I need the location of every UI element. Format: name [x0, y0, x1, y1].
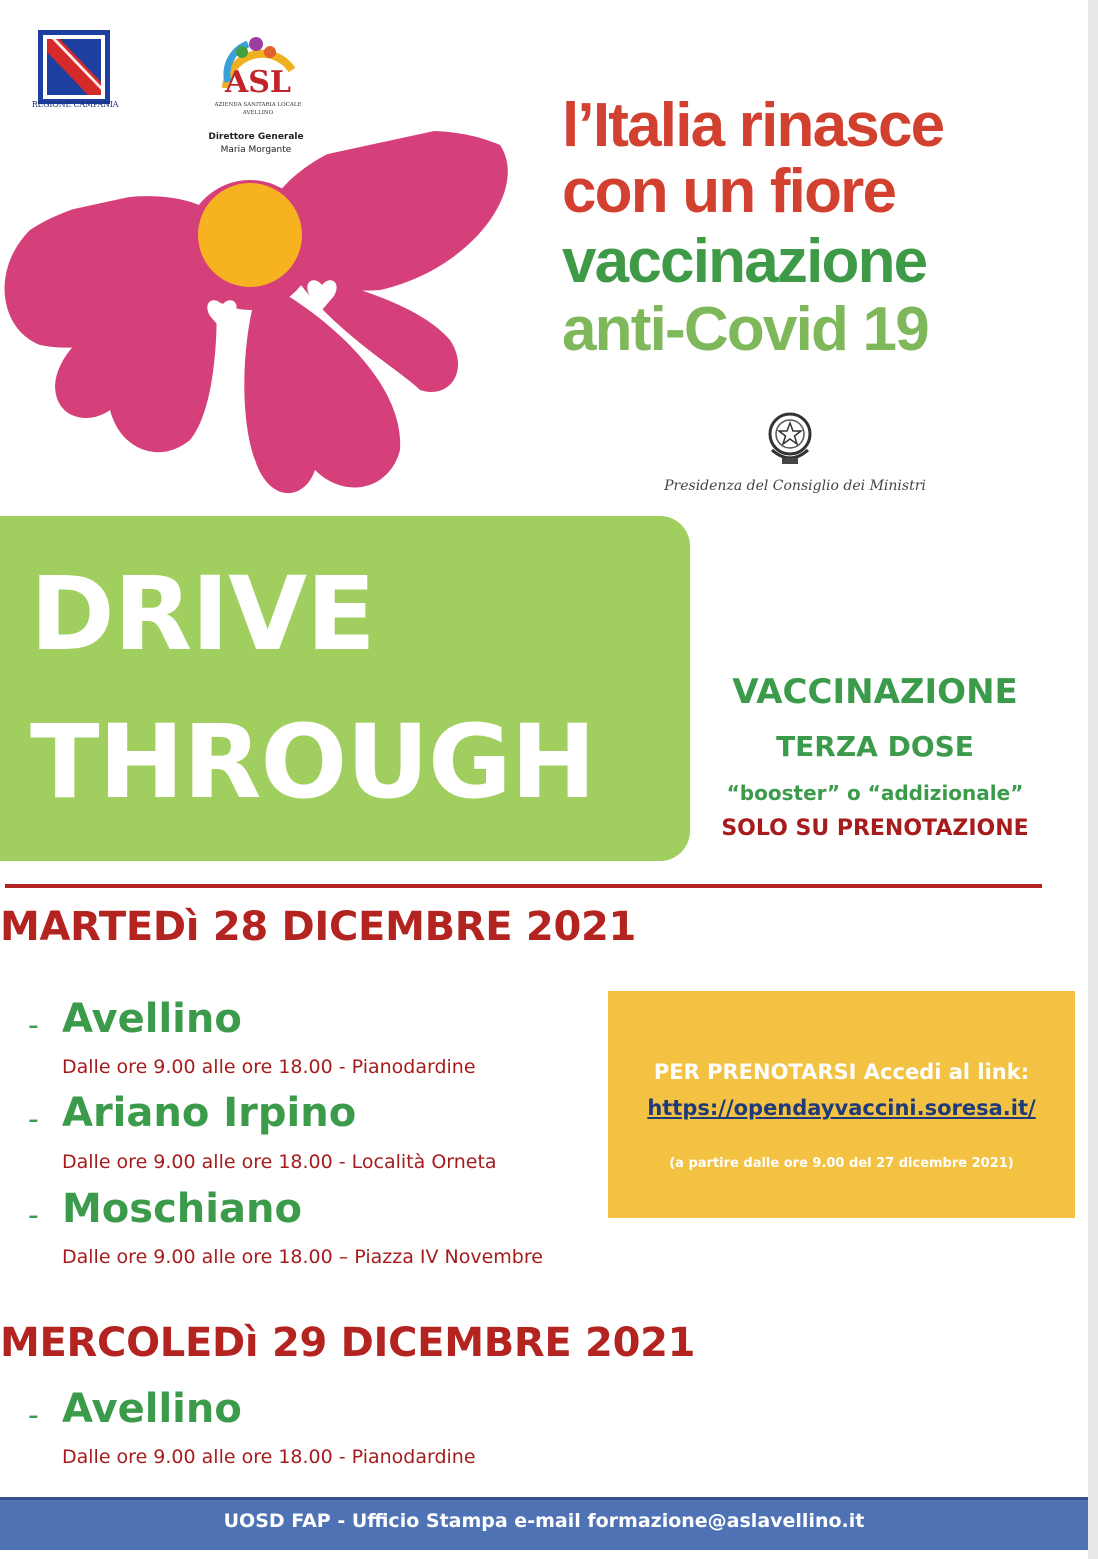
- vaccination-booking-note: SOLO SU PRENOTAZIONE: [721, 816, 1029, 841]
- section-divider: [5, 884, 1042, 888]
- regione-campania-caption: REGIONE CAMPANIA: [31, 100, 119, 109]
- asl-avellino-logo: [208, 30, 308, 122]
- footer-contact: UOSD FAP - Ufficio Stampa e-mail formazione@aslavellino.it: [223, 1510, 865, 1532]
- list-bullet: -: [28, 1198, 39, 1233]
- headline-line3: vaccinazione: [562, 227, 927, 296]
- vaccination-dose: TERZA DOSE: [776, 730, 974, 763]
- location-hours: Dalle ore 9.00 alle ore 18.00 - Pianodardine: [62, 1446, 476, 1468]
- booking-link[interactable]: https://opendayvaccini.soresa.it/: [647, 1096, 1036, 1120]
- asl-caption-line1: AZIENDA SANITARIA LOCALE: [214, 102, 302, 108]
- location-name: Ariano Irpino: [62, 1090, 357, 1136]
- day-title-2: MERCOLEDì 29 DICEMBRE 2021: [0, 1320, 696, 1366]
- italian-republic-emblem: [766, 410, 814, 468]
- day-title-1: MARTEDì 28 DICEMBRE 2021: [0, 904, 637, 950]
- headline-line4: anti-Covid 19: [562, 295, 928, 364]
- location-hours: Dalle ore 9.00 alle ore 18.00 - Località Orneta: [62, 1151, 497, 1173]
- asl-letters: ASL: [224, 65, 292, 100]
- vaccination-type: “booster” o “addizionale”: [726, 781, 1024, 805]
- drive-title-line2: THROUGH: [30, 703, 596, 822]
- vaccination-title: VACCINAZIONE: [732, 672, 1018, 712]
- booking-instruction: PER PRENOTARSI Accedi al link:: [653, 1060, 1030, 1084]
- location-name: Moschiano: [62, 1186, 302, 1232]
- location-name: Avellino: [62, 996, 242, 1042]
- headline-line2: con un fiore: [562, 157, 896, 226]
- headline-line1: l’Italia rinasce: [562, 91, 944, 160]
- location-hours: Dalle ore 9.00 alle ore 18.00 - Pianodardine: [62, 1056, 476, 1078]
- location-name: Avellino: [62, 1386, 242, 1432]
- booking-start-note: (a partire dalle ore 9.00 del 27 dicembre 2021): [669, 1156, 1014, 1171]
- drive-title-line1: DRIVE: [30, 555, 375, 674]
- primula-flower-graphic: [0, 120, 520, 505]
- director-name: Maria Morgante: [220, 145, 292, 155]
- list-bullet: -: [28, 1008, 39, 1043]
- presidenza-signature: Presidenza del Consiglio dei Ministri: [664, 478, 926, 494]
- director-title: Direttore Generale: [208, 132, 304, 142]
- list-bullet: -: [28, 1398, 39, 1433]
- location-hours: Dalle ore 9.00 alle ore 18.00 – Piazza IV Novembre: [62, 1246, 543, 1268]
- regione-campania-logo: [38, 30, 110, 104]
- list-bullet: -: [28, 1102, 39, 1137]
- asl-caption-line2: AVELLINO: [242, 110, 274, 116]
